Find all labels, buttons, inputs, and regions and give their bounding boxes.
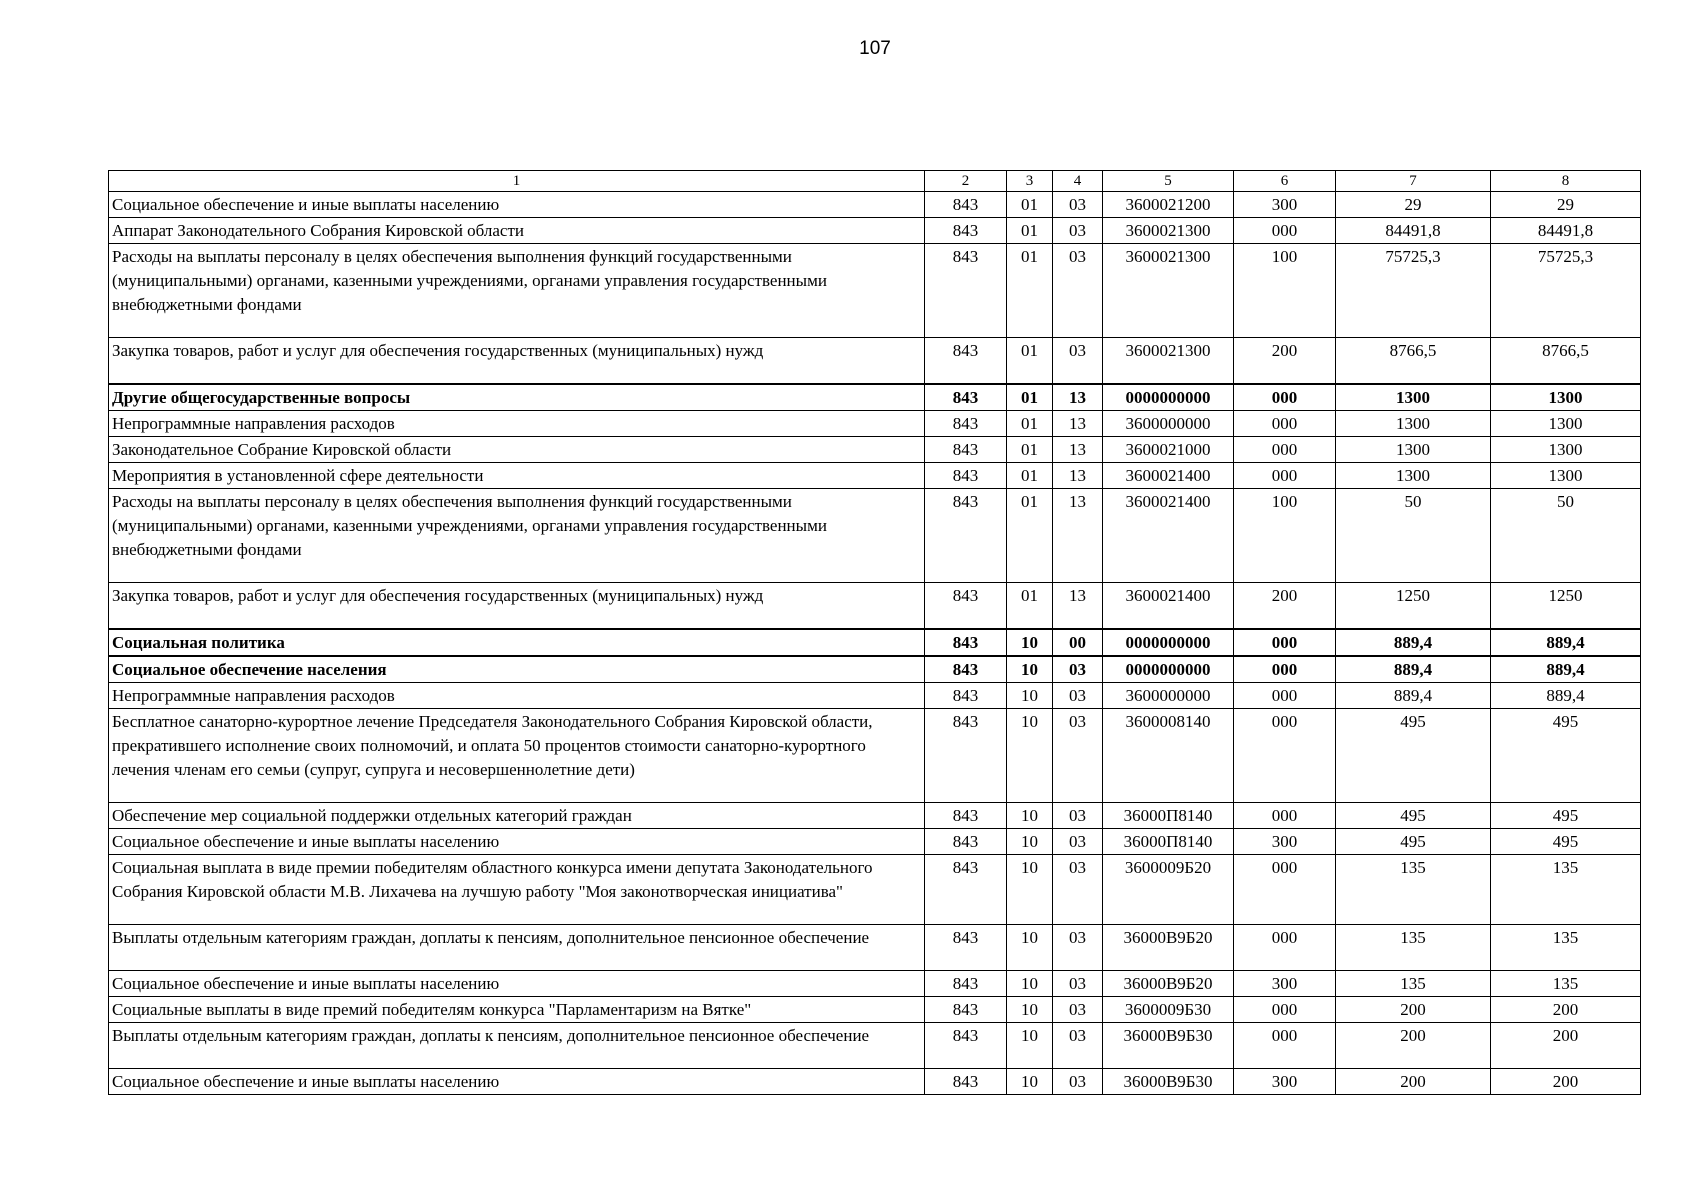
row-value-cell: 1300: [1336, 411, 1491, 437]
row-value-cell: 3600021200: [1103, 192, 1234, 218]
row-value-cell: 36000В9Б20: [1103, 971, 1234, 997]
row-value-cell: 1300: [1336, 437, 1491, 463]
row-value-cell: 000: [1234, 803, 1336, 829]
row-value-cell: 3600021300: [1103, 218, 1234, 244]
row-value-cell: 10: [1007, 803, 1053, 829]
row-value-cell: 843: [925, 463, 1007, 489]
row-value-cell: 495: [1491, 803, 1641, 829]
row-value-cell: 3600021300: [1103, 244, 1234, 338]
row-name-cell: Социальные выплаты в виде премий победителям конкурса "Парламентаризм на Вятке": [109, 997, 925, 1023]
row-value-cell: 03: [1053, 683, 1103, 709]
row-name-cell: Законодательное Собрание Кировской области: [109, 437, 925, 463]
row-value-cell: 200: [1234, 338, 1336, 385]
row-value-cell: 843: [925, 855, 1007, 925]
row-name-cell: Социальное обеспечение и иные выплаты населению: [109, 1069, 925, 1095]
row-name-cell: Социальное обеспечение и иные выплаты населению: [109, 829, 925, 855]
row-value-cell: 843: [925, 709, 1007, 803]
row-value-cell: 13: [1053, 384, 1103, 411]
row-name-cell: Мероприятия в установленной сфере деятельности: [109, 463, 925, 489]
row-value-cell: 843: [925, 489, 1007, 583]
row-value-cell: 495: [1336, 803, 1491, 829]
row-value-cell: 000: [1234, 709, 1336, 803]
row-value-cell: 200: [1336, 1069, 1491, 1095]
row-value-cell: 01: [1007, 192, 1053, 218]
row-value-cell: 495: [1336, 829, 1491, 855]
row-value-cell: 3600021000: [1103, 437, 1234, 463]
table-row: [109, 192, 1641, 218]
row-value-cell: 135: [1491, 855, 1641, 925]
table-row: [109, 244, 1641, 338]
row-value-cell: 889,4: [1491, 629, 1641, 656]
budget-table: [108, 170, 1641, 1095]
row-value-cell: 10: [1007, 855, 1053, 925]
row-value-cell: 3600021400: [1103, 489, 1234, 583]
table-row: [109, 997, 1641, 1023]
row-value-cell: 135: [1491, 925, 1641, 971]
header-row: [109, 171, 1641, 192]
table-row: [109, 683, 1641, 709]
row-value-cell: 03: [1053, 338, 1103, 385]
row-value-cell: 843: [925, 411, 1007, 437]
row-value-cell: 889,4: [1336, 656, 1491, 683]
row-value-cell: 3600000000: [1103, 683, 1234, 709]
row-value-cell: 843: [925, 629, 1007, 656]
row-value-cell: 03: [1053, 192, 1103, 218]
row-value-cell: 1300: [1336, 463, 1491, 489]
row-value-cell: 889,4: [1491, 656, 1641, 683]
row-value-cell: 10: [1007, 629, 1053, 656]
row-value-cell: 0000000000: [1103, 629, 1234, 656]
row-value-cell: 29: [1491, 192, 1641, 218]
row-value-cell: 10: [1007, 709, 1053, 803]
row-value-cell: 135: [1491, 971, 1641, 997]
header-cell: 2: [925, 171, 1007, 192]
row-name-cell: Социальное обеспечение и иные выплаты населению: [109, 192, 925, 218]
row-value-cell: 1250: [1336, 583, 1491, 630]
row-value-cell: 3600021400: [1103, 463, 1234, 489]
row-value-cell: 10: [1007, 683, 1053, 709]
row-value-cell: 135: [1336, 855, 1491, 925]
row-value-cell: 1300: [1491, 411, 1641, 437]
row-value-cell: 36000В9Б30: [1103, 1069, 1234, 1095]
row-name-cell: Выплаты отдельным категориям граждан, доплаты к пенсиям, дополнительное пенсионное обеспечение: [109, 925, 925, 971]
row-name-cell: Социальное обеспечение и иные выплаты населению: [109, 971, 925, 997]
row-value-cell: 300: [1234, 829, 1336, 855]
row-value-cell: 843: [925, 583, 1007, 630]
row-value-cell: 843: [925, 683, 1007, 709]
row-value-cell: 843: [925, 971, 1007, 997]
row-value-cell: 000: [1234, 855, 1336, 925]
row-value-cell: 01: [1007, 583, 1053, 630]
row-value-cell: 3600008140: [1103, 709, 1234, 803]
header-cell: 7: [1336, 171, 1491, 192]
row-value-cell: 000: [1234, 463, 1336, 489]
row-value-cell: 01: [1007, 463, 1053, 489]
row-value-cell: 200: [1234, 583, 1336, 630]
row-value-cell: 843: [925, 244, 1007, 338]
row-value-cell: 1300: [1491, 463, 1641, 489]
row-name-cell: Закупка товаров, работ и услуг для обеспечения государственных (муниципальных) нужд: [109, 583, 925, 630]
row-value-cell: 29: [1336, 192, 1491, 218]
row-value-cell: 495: [1491, 709, 1641, 803]
table-row: [109, 925, 1641, 971]
row-value-cell: 10: [1007, 656, 1053, 683]
row-value-cell: 889,4: [1491, 683, 1641, 709]
row-value-cell: 200: [1491, 1069, 1641, 1095]
row-value-cell: 843: [925, 829, 1007, 855]
row-value-cell: 75725,3: [1491, 244, 1641, 338]
row-value-cell: 495: [1336, 709, 1491, 803]
row-name-cell: Обеспечение мер социальной поддержки отдельных категорий граждан: [109, 803, 925, 829]
row-value-cell: 1250: [1491, 583, 1641, 630]
table-row: [109, 1023, 1641, 1069]
row-value-cell: 10: [1007, 829, 1053, 855]
row-value-cell: 10: [1007, 997, 1053, 1023]
row-value-cell: 50: [1336, 489, 1491, 583]
row-value-cell: 10: [1007, 925, 1053, 971]
row-value-cell: 03: [1053, 656, 1103, 683]
header-cell: 3: [1007, 171, 1053, 192]
row-value-cell: 75725,3: [1336, 244, 1491, 338]
row-value-cell: 200: [1336, 997, 1491, 1023]
row-value-cell: 1300: [1491, 384, 1641, 411]
row-value-cell: 3600021300: [1103, 338, 1234, 385]
row-value-cell: 36000П8140: [1103, 803, 1234, 829]
row-name-cell: Расходы на выплаты персоналу в целях обеспечения выполнения функций государственными (муниципальными) органами, казенными учреждениями, органами управления государственными внебюджетными фондами: [109, 244, 925, 338]
row-value-cell: 200: [1491, 997, 1641, 1023]
table-row: [109, 656, 1641, 683]
row-value-cell: 3600000000: [1103, 411, 1234, 437]
header-cell: 1: [109, 171, 925, 192]
row-value-cell: 00: [1053, 629, 1103, 656]
row-value-cell: 3600009Б20: [1103, 855, 1234, 925]
table-row: [109, 463, 1641, 489]
table-row: [109, 489, 1641, 583]
row-value-cell: 495: [1491, 829, 1641, 855]
row-value-cell: 300: [1234, 192, 1336, 218]
row-value-cell: 8766,5: [1491, 338, 1641, 385]
row-value-cell: 03: [1053, 971, 1103, 997]
row-value-cell: 200: [1336, 1023, 1491, 1069]
row-value-cell: 13: [1053, 463, 1103, 489]
row-name-cell: Непрограммные направления расходов: [109, 683, 925, 709]
table-row: [109, 583, 1641, 630]
row-value-cell: 03: [1053, 1023, 1103, 1069]
row-value-cell: 03: [1053, 218, 1103, 244]
row-value-cell: 84491,8: [1491, 218, 1641, 244]
row-value-cell: 03: [1053, 1069, 1103, 1095]
row-value-cell: 36000В9Б30: [1103, 1023, 1234, 1069]
row-value-cell: 000: [1234, 218, 1336, 244]
row-value-cell: 135: [1336, 925, 1491, 971]
row-value-cell: 100: [1234, 244, 1336, 338]
row-value-cell: 36000В9Б20: [1103, 925, 1234, 971]
row-value-cell: 000: [1234, 997, 1336, 1023]
row-name-cell: Расходы на выплаты персоналу в целях обеспечения выполнения функций государственными (муниципальными) органами, казенными учреждениями, органами управления государственными внебюджетными фондами: [109, 489, 925, 583]
row-value-cell: 843: [925, 1069, 1007, 1095]
row-value-cell: 843: [925, 437, 1007, 463]
row-name-cell: Социальная выплата в виде премии победителям областного конкурса имени депутата Законодательного Собрания Кировской области М.В. Лихачева на лучшую работу "Моя законотворческая инициатива": [109, 855, 925, 925]
row-value-cell: 01: [1007, 338, 1053, 385]
row-value-cell: 84491,8: [1336, 218, 1491, 244]
table-row: [109, 1069, 1641, 1095]
row-value-cell: 01: [1007, 411, 1053, 437]
row-name-cell: Бесплатное санаторно-курортное лечение Председателя Законодательного Собрания Кировской области, прекратившего исполнение своих полномочий, и оплата 50 процентов стоимости санаторно-курортного лечения членам его семьи (супруг, супруга и несовершеннолетние дети): [109, 709, 925, 803]
row-value-cell: 843: [925, 1023, 1007, 1069]
row-value-cell: 01: [1007, 437, 1053, 463]
row-name-cell: Социальная политика: [109, 629, 925, 656]
row-value-cell: 0000000000: [1103, 656, 1234, 683]
row-value-cell: 000: [1234, 629, 1336, 656]
row-value-cell: 3600009Б30: [1103, 997, 1234, 1023]
row-value-cell: 0000000000: [1103, 384, 1234, 411]
row-value-cell: 000: [1234, 656, 1336, 683]
row-value-cell: 300: [1234, 1069, 1336, 1095]
table-row: [109, 629, 1641, 656]
row-value-cell: 000: [1234, 1023, 1336, 1069]
row-value-cell: 000: [1234, 411, 1336, 437]
row-name-cell: Аппарат Законодательного Собрания Кировской области: [109, 218, 925, 244]
row-value-cell: 843: [925, 338, 1007, 385]
header-cell: 8: [1491, 171, 1641, 192]
row-value-cell: 300: [1234, 971, 1336, 997]
table-row: [109, 855, 1641, 925]
table-row: [109, 437, 1641, 463]
row-value-cell: 10: [1007, 1069, 1053, 1095]
row-value-cell: 03: [1053, 855, 1103, 925]
row-value-cell: 03: [1053, 997, 1103, 1023]
header-cell: 4: [1053, 171, 1103, 192]
row-value-cell: 843: [925, 384, 1007, 411]
row-value-cell: 200: [1491, 1023, 1641, 1069]
row-name-cell: Другие общегосударственные вопросы: [109, 384, 925, 411]
row-value-cell: 135: [1336, 971, 1491, 997]
row-value-cell: 843: [925, 803, 1007, 829]
table-row: [109, 971, 1641, 997]
row-name-cell: Непрограммные направления расходов: [109, 411, 925, 437]
row-value-cell: 03: [1053, 925, 1103, 971]
row-value-cell: 000: [1234, 437, 1336, 463]
row-value-cell: 000: [1234, 384, 1336, 411]
row-value-cell: 889,4: [1336, 683, 1491, 709]
table-row: [109, 218, 1641, 244]
row-name-cell: Закупка товаров, работ и услуг для обеспечения государственных (муниципальных) нужд: [109, 338, 925, 385]
row-name-cell: Социальное обеспечение населения: [109, 656, 925, 683]
row-value-cell: 13: [1053, 489, 1103, 583]
page-number: 107: [859, 38, 891, 59]
table-row: [109, 384, 1641, 411]
row-value-cell: 13: [1053, 437, 1103, 463]
row-value-cell: 01: [1007, 384, 1053, 411]
row-value-cell: 843: [925, 656, 1007, 683]
table-row: [109, 803, 1641, 829]
row-value-cell: 13: [1053, 411, 1103, 437]
row-value-cell: 8766,5: [1336, 338, 1491, 385]
row-value-cell: 01: [1007, 489, 1053, 583]
table-row: [109, 709, 1641, 803]
row-value-cell: 100: [1234, 489, 1336, 583]
row-value-cell: 000: [1234, 925, 1336, 971]
row-value-cell: 843: [925, 925, 1007, 971]
row-value-cell: 10: [1007, 971, 1053, 997]
row-value-cell: 03: [1053, 829, 1103, 855]
row-name-cell: Выплаты отдельным категориям граждан, доплаты к пенсиям, дополнительное пенсионное обеспечение: [109, 1023, 925, 1069]
row-value-cell: 1300: [1336, 384, 1491, 411]
row-value-cell: 13: [1053, 583, 1103, 630]
header-cell: 6: [1234, 171, 1336, 192]
header-cell: 5: [1103, 171, 1234, 192]
row-value-cell: 01: [1007, 244, 1053, 338]
row-value-cell: 03: [1053, 244, 1103, 338]
table-row: [109, 338, 1641, 385]
table-row: [109, 829, 1641, 855]
row-value-cell: 50: [1491, 489, 1641, 583]
row-value-cell: 36000П8140: [1103, 829, 1234, 855]
row-value-cell: 01: [1007, 218, 1053, 244]
row-value-cell: 03: [1053, 709, 1103, 803]
row-value-cell: 10: [1007, 1023, 1053, 1069]
row-value-cell: 000: [1234, 683, 1336, 709]
row-value-cell: 1300: [1491, 437, 1641, 463]
row-value-cell: 843: [925, 997, 1007, 1023]
row-value-cell: 3600021400: [1103, 583, 1234, 630]
table-row: [109, 411, 1641, 437]
row-value-cell: 889,4: [1336, 629, 1491, 656]
row-value-cell: 843: [925, 192, 1007, 218]
row-value-cell: 03: [1053, 803, 1103, 829]
row-value-cell: 843: [925, 218, 1007, 244]
